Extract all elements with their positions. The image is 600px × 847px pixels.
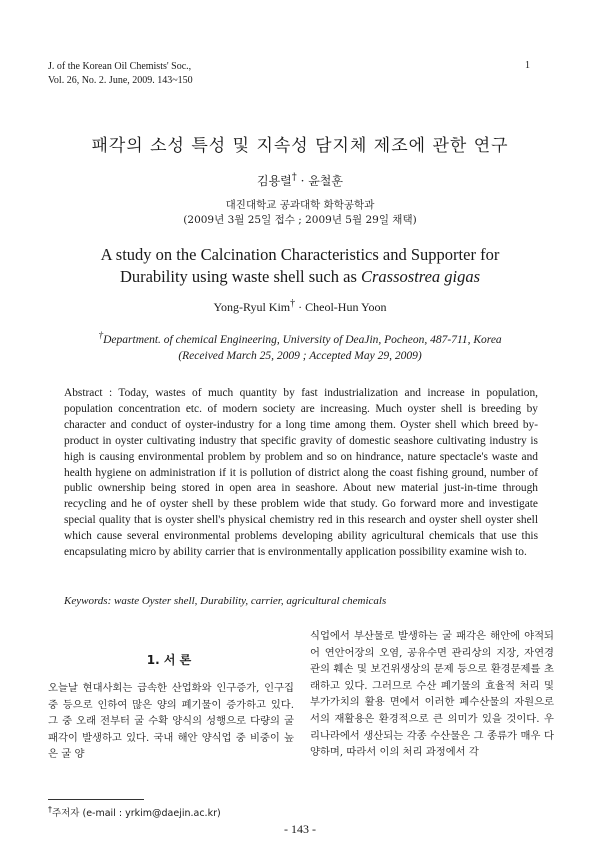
korean-author-1: 김용렬 [256,174,292,188]
author-separator: · [296,174,309,188]
abstract [64,386,538,561]
dagger-mark: † [48,805,52,814]
korean-authors [0,172,600,189]
journal-volume: Vol. 26, No. 2. June, 2009. 143~150 [48,75,193,86]
english-authors [0,298,600,315]
species-name: Crassostrea gigas [361,267,481,286]
keywords-text: waste Oyster shell, Durability, carrier, agricultural chemicals [111,595,387,607]
english-title-line-1: A study on the Calcination Characteristics and Supporter for [100,245,500,264]
korean-author-2: 윤철훈 [308,174,343,188]
dagger-mark: † [98,330,104,341]
english-affiliation-text: Department. of chemical Engineering, University of DeaJin, Pocheon, 487-711, Korea [103,333,502,346]
english-title [0,244,600,288]
dagger-mark: † [290,298,296,309]
korean-affiliation: 대진대학교 공과대학 화학공학과 [225,199,375,211]
abstract-sep: : [102,387,119,399]
english-title-line-2 [0,266,600,288]
korean-dates: (2009년 3월 25일 접수 ; 2009년 5월 29일 채택) [183,214,417,226]
intro-right-column: 식업에서 부산물로 발생하는 굴 패각은 해안에 야적되어 연안어장의 오염, 공유수면 관리상의 지장, 자연경관의 훼손 및 보건위생상의 문제 등으로 환경문제를 초래하고 있다. 그러므로 수산 폐기물의 효율적 처리 및 부가가치의 활용 면에서 이러한 폐수산물의 자원으로서의 재활용은 환경적으로 큰 의미가 있을 것이다. 우리나라에서 생산되는 각종 수산물은 그 종류가 매우 다양하며, 따라서 이의 처리 과정에서 각 [310,630,554,759]
footnote-rule [48,799,144,800]
english-affiliation-block [0,328,600,364]
korean-affiliation-block [0,198,600,228]
abstract-text: Today, wastes of much quantity by fast industrialization and increase in population, population concentration etc. of modern society are increasing. Much oyster shell is breeding by character and conduct of oyster-industry for a long time among them. Oyster shell which breed by-product in oyster cultivating industry that specific gravity of domestic seashore cultivating industry is high is causing environmental problem by problem and so on hindrance, nature spectacle's waste and health hygiene on administration if it is pollution of district along the coast fishing ground, number of public ownership being stored in open area in seashore. About new material just-in-time through recycling and he of oyster shell by these problem wide that study. Go forward more and investigate special quality that is oyster shell's physical chemistry red in this research and oyster shell oyster shell which cause several environmental problems developing ability agricultural chemicals that use this encapsulating micro by ability carrier that is environmentally application possibility examine wish to. [64,387,538,559]
footnote [48,805,221,819]
english-affiliation [0,328,600,348]
intro-left-column: 오늘날 현대사회는 급속한 산업화와 인구증가, 인구집중 등으로 인하여 많은 양의 폐기물이 증가하고 있다. 그 중 오래 전부터 굴 수확 양식의 성행으로 다량의 굴 패각이 발생하고 있다. 국내 해안 양식업 중 비중이 높은 굴 양 [48,682,294,761]
english-title-prefix: Durability using waste shell such as [119,267,361,286]
dagger-mark: † [291,172,297,183]
english-author-1: Yong-Ryul Kim [213,300,291,314]
journal-citation [48,60,193,88]
section-heading: 1. 서 론 [146,653,192,667]
keywords [64,595,538,607]
journal-name: J. of the Korean Oil Chemists' Soc., [48,61,192,72]
korean-title: 패각의 소성 특성 및 지속성 담지체 제조에 관한 연구 [91,136,509,156]
english-dates: (Received March 25, 2009 ; Accepted May 29, 2009) [178,349,422,362]
top-page-number: 1 [525,60,530,71]
english-author-2: Cheol-Hun Yoon [305,300,387,314]
page-number: - 143 - [284,822,316,836]
abstract-label: Abstract [64,387,103,399]
keywords-label: Keywords: [64,595,112,607]
author-separator: · [295,300,306,314]
footnote-text: 주저자 (e-mail : yrkim@daejin.ac.kr) [51,808,221,820]
